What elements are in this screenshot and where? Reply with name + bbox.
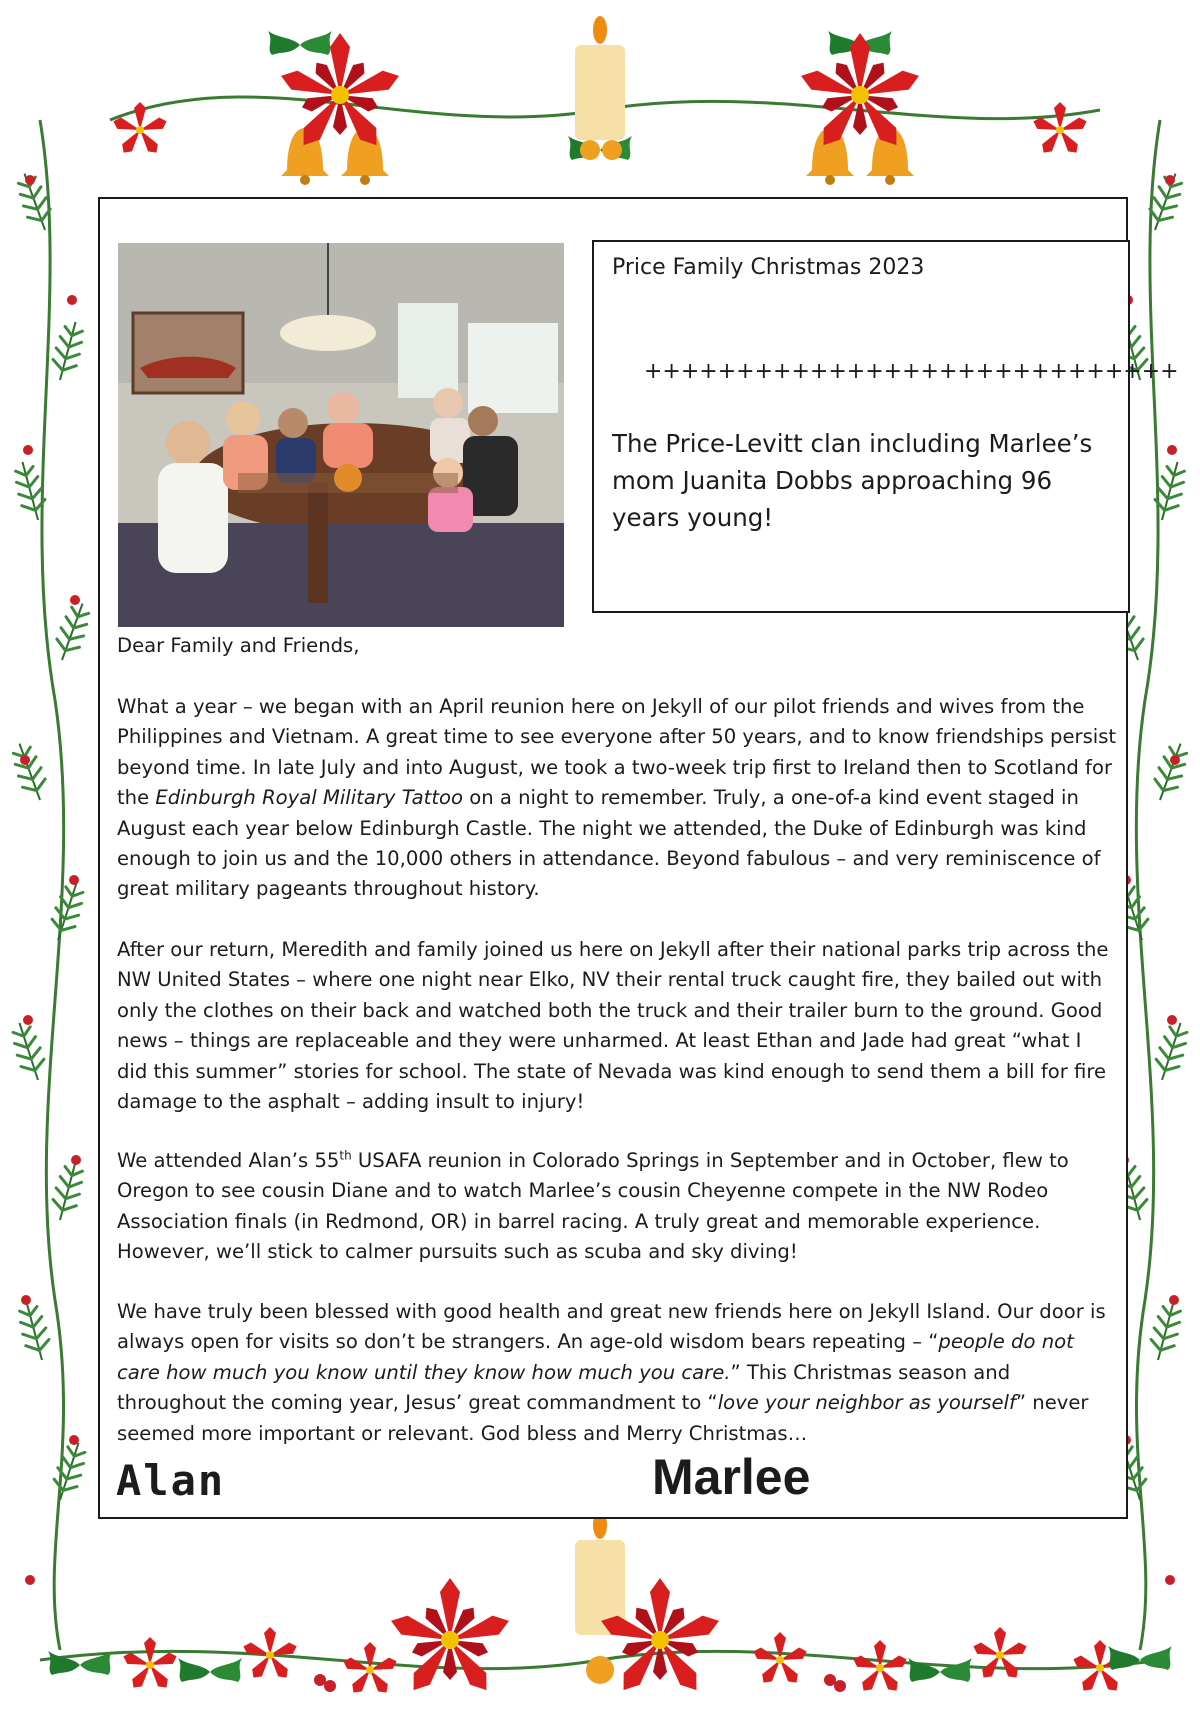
family-photo [118, 243, 564, 627]
signature-alan: Alan [116, 1456, 226, 1505]
caption-divider: +++++++++++++++++++++++++++++ [644, 359, 1179, 384]
paragraph-3: We attended Alan’s 55th USAFA reunion in Colorado Springs in September and in October, flew to Oregon to see cousin Diane and to watch Marlee’s cousin Cheyenne compete in the NW Rodeo Association finals (in Redmond, OR) in barrel racing. A truly great and memorable experience. However, we’ll stick to calmer pursuits such as scuba and sky diving! [117, 1148, 1069, 1264]
photo-caption-box [592, 240, 1179, 613]
letter-title: Price Family Christmas 2023 [612, 255, 925, 280]
paragraph-2: After our return, Meredith and family joined us here on Jekyll after their national parks trip across the NW United States – where one night near Elko, NV their rental truck caught fire, they bailed out with only the clothes on their back and watched both the truck and their trailer burn to the ground. Good news – things are replaceable and they were unharmed. At least Ethan and Jade had great “what I did this summer” stories for school. The state of Nevada was kind enough to send them a bill for fire damage to the asphalt – adding insult to injury! [117, 938, 1109, 1114]
signature-marlee: Marlee [652, 1449, 811, 1505]
paragraph-1: What a year – we began with an April reunion here on Jekyll of our pilot friends and wives from the Philippines and Vietnam. A great time to see everyone after 50 years, and to know friendships persist beyond time. In late July and into August, we took a two-week trip first to Ireland then to Scotland for the Edinburgh Royal Military Tattoo on a night to remember. Truly, a one-of-a kind event staged in August each year below Edinburgh Castle. The night we attended, the Duke of Edinburgh was kind enough to join us and the 10,000 others in attendance. Beyond fabulous – and very reminiscence of great military pageants throughout history. [117, 695, 1117, 901]
greeting: Dear Family and Friends, [117, 634, 360, 657]
bottom-garland-decoration [40, 1511, 1172, 1696]
photo-caption: The Price-Levitt clan including Marlee’s mom Juanita Dobbs approaching 96 years young! [612, 429, 1093, 532]
top-garland-decoration [110, 16, 1100, 185]
paragraph-4: We have truly been blessed with good health and great new friends here on Jekyll Island. Our door is always open for visits so don’t be strangers. An age-old wisdom bears repeating – “people do not care how much you know until they know how much you care.” This Christmas season and throughout the coming year, Jesus’ great commandment to “love your neighbor as yourself” never seemed more important or relevant. God bless and Merry Christmas… [117, 1300, 1106, 1445]
left-vine-decoration [8, 120, 94, 1650]
